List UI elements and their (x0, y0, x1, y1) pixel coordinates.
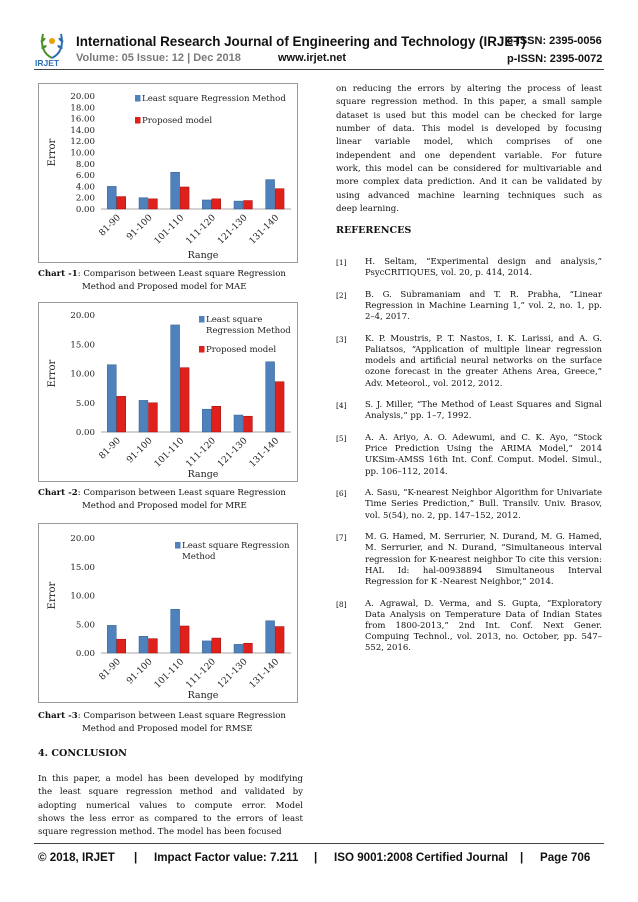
caption-label: Chart -1 (38, 269, 78, 279)
bar-least-square (266, 362, 275, 432)
caption-text: : Comparison between Least square Regression (77, 269, 286, 279)
reference-text: S. J. Miller, “The Method of Least Squares and Signal Analysis,” pp. 1–7, 1992. (365, 400, 602, 422)
x-tick-label: 131-140 (247, 657, 282, 691)
bar-proposed-model (275, 627, 284, 653)
bar-least-square (107, 186, 116, 209)
bar-proposed-model (180, 368, 189, 432)
reference-number: [6] (336, 489, 347, 499)
conclusion-line: shows the less error as compared to the errors of least (38, 814, 303, 825)
y-tick-label: 20.00 (70, 534, 95, 544)
bar-proposed-model (149, 403, 158, 432)
legend-label-line: Least square (206, 315, 263, 325)
footer-copyright: © 2018, IRJET (38, 851, 115, 864)
bar-least-square (234, 644, 243, 653)
y-tick-label: 5.00 (75, 398, 95, 409)
caption-label: Chart -2 (38, 488, 78, 498)
conclusion-line: on reducing the errors by altering the process of least (336, 84, 602, 94)
bar-least-square (171, 172, 180, 209)
bar-proposed-model (180, 626, 189, 653)
chart-1-mae (39, 84, 297, 262)
y-tick-label: 2.00 (75, 193, 95, 204)
y-tick-label: 10.00 (70, 591, 95, 602)
reference-item (336, 433, 602, 478)
reference-list (336, 257, 602, 665)
legend-label (182, 541, 290, 562)
bar-proposed-model (275, 189, 284, 209)
reference-number: [5] (336, 434, 347, 443)
y-tick-label: 0.00 (75, 649, 95, 659)
bar-least-square (234, 201, 243, 209)
bar-least-square (139, 636, 148, 653)
legend-label-line: Least square Regression Method (142, 94, 286, 104)
bar-least-square (171, 609, 180, 653)
reference-number: [2] (336, 290, 347, 300)
legend-label-line: Proposed model (142, 116, 213, 126)
x-tick-label: 91-100 (125, 436, 155, 466)
legend-swatch (199, 316, 205, 323)
chart-3-container (38, 523, 298, 703)
bar-least-square (202, 641, 211, 653)
legend-label-line: Least square Regression (182, 541, 290, 551)
conclusion-line: number of data. This model is developed by focusing (336, 124, 602, 135)
legend-label-line: Proposed model (206, 345, 277, 355)
reference-number: [7] (336, 533, 347, 543)
bar-proposed-model (117, 396, 126, 432)
journal-logo (34, 28, 70, 68)
reference-item (336, 257, 602, 279)
chart-2-mre (39, 303, 297, 481)
footer-impact-factor: Impact Factor value: 7.211 (154, 851, 299, 864)
journal-title: International Research Journal of Engineering and Technology (IRJET) (76, 34, 526, 49)
bar-proposed-model (117, 197, 126, 209)
conclusion-paragraph-left (38, 773, 303, 840)
footer-page-number: Page 706 (540, 851, 591, 864)
footer-divider (34, 843, 604, 844)
y-tick-label: 20.00 (70, 311, 95, 321)
conclusion-line: In this paper, a model has been developed by modifying (38, 774, 303, 784)
y-tick-label: 4.00 (75, 182, 95, 193)
bar-proposed-model (244, 416, 253, 432)
bar-least-square (266, 180, 275, 209)
x-axis-label: Range (187, 469, 219, 480)
conclusion-line: more complex data prediction. And it can be validated by (336, 177, 602, 188)
reference-item (336, 400, 602, 422)
bar-proposed-model (149, 639, 158, 653)
header-divider (34, 69, 604, 70)
x-tick-label: 101-110 (152, 657, 187, 691)
conclusion-paragraph-right (336, 83, 602, 216)
x-tick-label: 121-130 (216, 436, 250, 470)
bar-least-square (171, 325, 180, 432)
reference-text: H. Seltam, “Experimental design and analysis,” PsycCRITIQUES, vol. 20, p. 414, 2014. (365, 257, 602, 279)
y-axis-label: Error (47, 581, 58, 610)
chart-1-caption (38, 268, 308, 294)
y-axis-label: Error (47, 359, 58, 388)
x-tick-label: 111-120 (184, 657, 218, 691)
bar-least-square (266, 621, 275, 653)
reference-item (336, 532, 602, 588)
reference-text: A. A. Ariyo, A. O. Adewumi, and C. K. Ayo, “Stock Price Prediction Using the ARIMA Model,” 2014 UKSim-AMSS 16th Int. Conf. Comput. Model. Simul., pp. 106–112, 2014. (365, 433, 602, 477)
reference-item (336, 599, 602, 655)
conclusion-line: independent and one dependent variable. For future (336, 150, 602, 161)
reference-number: [3] (336, 334, 347, 344)
x-tick-label: 101-110 (152, 213, 187, 247)
caption-label: Chart -3 (38, 711, 78, 721)
journal-website-link[interactable]: www.irjet.net (278, 52, 347, 64)
eissn: e-ISSN: 2395-0056 (507, 35, 602, 47)
y-axis-label: Error (47, 138, 58, 167)
chart-2-caption (38, 487, 308, 513)
volume-issue: Volume: 05 Issue: 12 | Dec 2018 (76, 52, 241, 64)
y-tick-label: 5.00 (75, 620, 95, 631)
x-axis-label: Range (187, 250, 219, 261)
reference-text: B. G. Subramaniam and T. R. Prabha, “Linear Regression in Machine Learning 1,” vol. 2, no. 1, pp. 2–4, 2017. (365, 289, 602, 323)
bar-proposed-model (275, 382, 284, 432)
y-tick-label: 0.00 (75, 428, 95, 438)
x-tick-label: 121-130 (216, 657, 250, 691)
conclusion-line: linear variable model, which comprises of one (336, 137, 602, 148)
x-tick-label: 91-100 (125, 213, 155, 243)
legend-label-line: Method (182, 552, 216, 562)
bar-least-square (202, 409, 211, 432)
legend-label-line: Regression Method (206, 326, 291, 336)
reference-item (336, 488, 602, 522)
y-tick-label: 10.00 (70, 369, 95, 380)
bar-proposed-model (117, 639, 126, 653)
reference-text: K. P. Moustris, P. T. Nastos, I. K. Larissi, and A. G. Paliatsos, “Application of multiple linear regression models and artificial neural networks on the surface ozone forecast in the greater Athens Area, Greece,” Adv. Meteorol., vol. 2012, 2012. (365, 333, 602, 389)
y-tick-label: 8.00 (75, 159, 95, 170)
caption-text-line2: Method and Proposed model for MRE (82, 501, 247, 511)
x-tick-label: 131-140 (247, 213, 282, 247)
footer-separator: | (520, 851, 524, 864)
bar-proposed-model (244, 201, 253, 209)
bar-least-square (107, 365, 116, 432)
footer-separator: | (314, 851, 318, 864)
bar-proposed-model (212, 638, 221, 653)
y-tick-label: 0.00 (75, 205, 95, 215)
conclusion-line: the least square regression method and validated by (38, 787, 303, 798)
bar-proposed-model (244, 643, 253, 653)
reference-text: M. G. Hamed, M. Serrurier, N. Durand, M. G. Hamed, M. Serrurier, and N. Durand, “Simultaneous interval regression for K-nearest neighbor To cite this version: HAL Id: hal-00938894 Simultaneous Interval Regression for K -Nearest Neighbor,” 2014. (365, 532, 602, 588)
x-tick-label: 111-120 (184, 213, 218, 247)
y-tick-label: 20.00 (70, 92, 95, 102)
x-tick-label: 111-120 (184, 436, 218, 470)
reference-item (336, 334, 602, 390)
caption-text: : Comparison between Least square Regression (77, 711, 286, 721)
x-axis-label: Range (187, 690, 219, 701)
x-tick-label: 81-90 (97, 436, 123, 462)
legend-swatch (199, 346, 205, 353)
y-tick-label: 14.00 (70, 125, 95, 136)
chart-3-caption (38, 710, 308, 736)
legend-label (142, 94, 286, 104)
chart-2-container (38, 302, 298, 482)
caption-text-line2: Method and Proposed model for MAE (82, 282, 247, 292)
conclusion-line: work, this model can be considered for multivariable and (336, 164, 602, 175)
legend-label (142, 116, 212, 126)
bar-proposed-model (212, 406, 221, 432)
references-heading: REFERENCES (336, 225, 412, 236)
legend-swatch (175, 542, 181, 549)
legend-label (206, 315, 291, 336)
conclusion-line: square regression method. The model has been focused (38, 827, 282, 838)
bar-proposed-model (180, 187, 189, 209)
bar-proposed-model (149, 199, 158, 209)
reference-number: [1] (336, 258, 347, 267)
y-tick-label: 12.00 (70, 137, 95, 148)
bar-proposed-model (212, 199, 221, 209)
x-tick-label: 101-110 (152, 436, 187, 470)
y-tick-label: 10.00 (70, 148, 95, 159)
bar-least-square (139, 198, 148, 209)
chart-3-rmse (39, 524, 297, 702)
y-tick-label: 16.00 (70, 114, 95, 125)
caption-text: : Comparison between Least square Regression (77, 488, 286, 498)
y-tick-label: 18.00 (70, 103, 95, 114)
conclusion-line: adopting numerical values to compute error. Model (38, 800, 303, 811)
legend-swatch (135, 117, 141, 124)
pissn: p-ISSN: 2395-0072 (507, 53, 603, 65)
conclusion-heading: 4. CONCLUSION (38, 748, 127, 759)
bar-least-square (202, 200, 211, 209)
bar-least-square (139, 400, 148, 432)
bar-least-square (234, 415, 243, 432)
conclusion-line: deep learning. (336, 204, 400, 215)
x-tick-label: 81-90 (97, 213, 123, 239)
chart-1-container (38, 83, 298, 263)
reference-item (336, 290, 602, 324)
x-tick-label: 81-90 (97, 657, 123, 683)
x-tick-label: 91-100 (125, 657, 155, 687)
legend-swatch (135, 95, 141, 102)
conclusion-line: square regression method. In this paper, a small sample (336, 97, 602, 108)
reference-number: [4] (336, 401, 347, 411)
conclusion-line: using advanced machine learning techniques such as (336, 190, 602, 201)
y-tick-label: 6.00 (75, 171, 95, 182)
legend-label (206, 345, 276, 355)
reference-text: A. Sasu, “K-nearest Neighbor Algorithm for Univariate Time Series Prediction,” Bull. Transilv. Univ. Brasov, vol. 5(54), no. 2, pp. 147–152, 2012. (365, 488, 602, 521)
caption-text-line2: Method and Proposed model for RMSE (82, 724, 253, 734)
x-tick-label: 121-130 (216, 213, 250, 247)
footer-iso: ISO 9001:2008 Certified Journal (334, 851, 508, 864)
y-tick-label: 15.00 (70, 340, 95, 351)
reference-text: A. Agrawal, D. Verma, and S. Gupta, “Exploratory Data Analysis on Temperature Data of Indian States from 1800-2013,” 2nd Int. Conf. Next Gener. Compuing Technol., vol. 2013, no. October, pp. 547–552, 2016. (365, 598, 602, 654)
logo-text: IRJET (35, 58, 60, 68)
y-tick-label: 15.00 (70, 562, 95, 573)
x-tick-label: 131-140 (247, 436, 282, 470)
reference-number: [8] (336, 599, 347, 609)
conclusion-line: dataset is used but this model can be checked for large (336, 110, 602, 121)
bar-least-square (107, 625, 116, 653)
footer-separator: | (134, 851, 138, 864)
